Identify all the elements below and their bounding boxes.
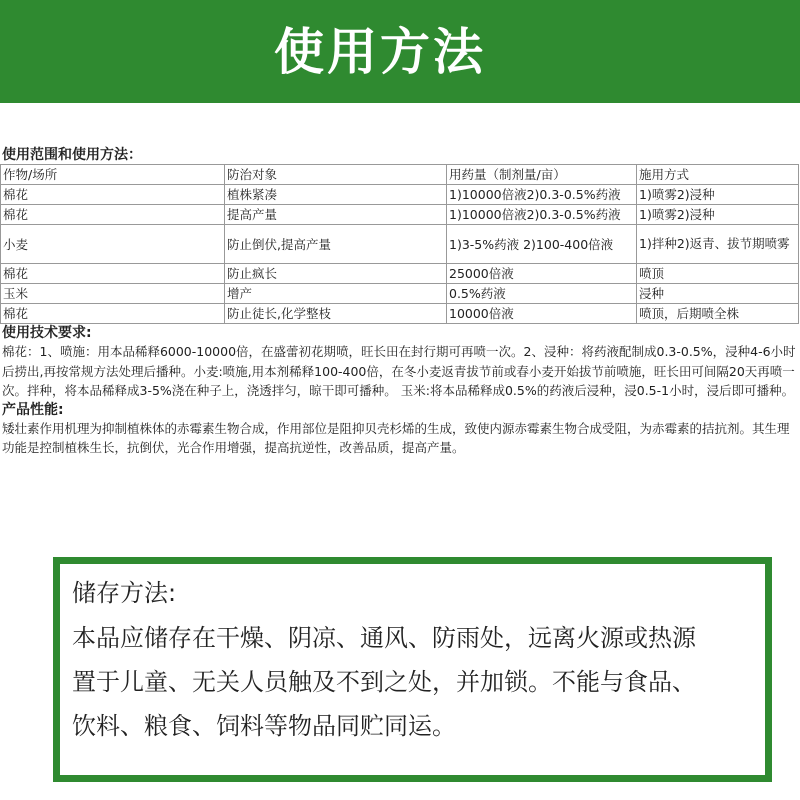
table-cell: 喷顶 (637, 264, 799, 284)
storage-panel (53, 557, 772, 782)
table-cell: 玉米 (1, 284, 225, 304)
table-cell: 1)喷雾2)浸种 (637, 185, 799, 205)
table-cell: 提高产量 (225, 205, 447, 225)
table-cell: 防止徒长,化学整枝 (225, 304, 447, 324)
instruction-document (0, 146, 800, 490)
table-cell: 棉花 (1, 304, 225, 324)
usage-scope-heading: 使用范围和使用方法： (2, 147, 142, 163)
table-row (1, 205, 799, 225)
performance-text: 矮壮素作用机理为抑制植株体的赤霉素生物合成，作用部位是阻抑贝壳杉烯的生成，致使内源赤霉素生物合成受阻，为赤霉素的拮抗剂。其生理功能是控制植株生长，抗倒伏，光合作用增强，提高抗逆性，改善品质，提高产量。 (2, 420, 790, 455)
table-row (1, 225, 799, 264)
table-cell: 植株紧凑 (225, 185, 447, 205)
table-cell: 浸种 (637, 284, 799, 304)
table-cell: 棉花 (1, 205, 225, 225)
table-cell: 1)喷雾2)浸种 (637, 205, 799, 225)
technique-heading: 使用技术要求: (2, 325, 92, 341)
storage-title: 储存方法: (72, 579, 177, 607)
performance-heading: 产品性能: (2, 401, 64, 418)
table-cell: 0.5%药液 (447, 284, 637, 304)
usage-table (0, 164, 799, 324)
table-row (1, 284, 799, 304)
table-cell: 喷顶，后期喷全株 (637, 304, 799, 324)
table-header-row (1, 165, 799, 185)
table-cell: 棉花 (1, 185, 225, 205)
table-cell: 小麦 (1, 225, 225, 264)
column-header: 作物/场所 (1, 165, 225, 185)
table-cell: 1)3-5%药液 2)100-400倍液 (447, 225, 637, 264)
storage-text-line: 置于儿童、无关人员触及不到之处，并加锁。不能与食品、 (72, 668, 696, 696)
column-header: 施用方式 (637, 165, 799, 185)
column-header: 用药量（制剂量/亩） (447, 165, 637, 185)
table-cell: 25000倍液 (447, 264, 637, 284)
technique-text: 棉花：1、喷施：用本品稀释6000-10000倍，在盛蕾初花期喷，旺长田在封行期可再喷一次。2、浸种：将药液配制成0.3-0.5%，浸种4-6小时后捞出,再按常规方法处理后播种。小麦:喷施,用本剂稀释100-400倍，在冬小麦返青拔节前或春小麦开始拔节前喷施，旺长田可间隔20天再喷一次。拌种，将本品稀释成3-5%浇在种子上，浇透拌匀，晾干即可播种。 玉米:将本品稀释成0.5%的药液后浸种，浸0.5-1小时，浸后即可播种。 (2, 344, 796, 398)
table-cell: 1)10000倍液2)0.3-0.5%药液 (447, 185, 637, 205)
table-row (1, 185, 799, 205)
page-title: 使用方法 (274, 23, 486, 81)
column-header: 防治对象 (225, 165, 447, 185)
table-cell: 10000倍液 (447, 304, 637, 324)
storage-text-line: 本品应储存在干燥、阴凉、通风、防雨处，远离火源或热源 (72, 624, 696, 652)
table-cell: 增产 (225, 284, 447, 304)
table-cell: 防止疯长 (225, 264, 447, 284)
table-cell: 1)拌种2)返青、拔节期喷雾 (637, 225, 799, 264)
table-cell: 防止倒伏,提高产量 (225, 225, 447, 264)
storage-text-line: 饮料、粮食、饲料等物品同贮同运。 (72, 712, 456, 740)
table-row (1, 304, 799, 324)
table-cell: 棉花 (1, 264, 225, 284)
table-row (1, 264, 799, 284)
table-cell: 1)10000倍液2)0.3-0.5%药液 (447, 205, 637, 225)
